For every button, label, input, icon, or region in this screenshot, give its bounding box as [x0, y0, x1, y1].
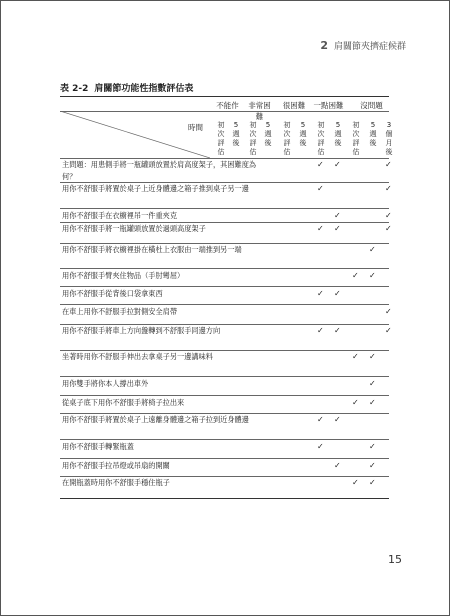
subcolumn-header-char: 估 — [352, 148, 360, 156]
table-row — [60, 182, 392, 208]
subcolumn-header — [229, 121, 243, 148]
check-mark: ✓ — [334, 415, 341, 424]
check-mark: ✓ — [317, 415, 324, 424]
subcolumn-header-char: 初 — [352, 121, 360, 129]
table-row — [60, 158, 392, 182]
check-mark: ✓ — [352, 398, 359, 407]
subcolumn-header-char: 週 — [369, 130, 377, 138]
subcolumn-header-char: 週 — [299, 130, 307, 138]
subcolumn-header-char: 週 — [334, 130, 342, 138]
running-header — [320, 39, 406, 52]
table-row — [60, 243, 389, 268]
check-mark: ✓ — [334, 326, 341, 335]
table-row — [60, 350, 389, 376]
subcolumn-header-char: 估 — [317, 148, 325, 156]
question-text: 用你不舒服手將置於桌子上近身體邊之箱子推到桌子另一邊 — [62, 184, 249, 193]
question-text: 用你不舒服手將車上方向盤轉到不舒服手同邊方向 — [62, 326, 221, 335]
subcolumn-header-char: 次 — [249, 130, 257, 138]
check-mark: ✓ — [317, 326, 324, 335]
chapter-number: 2 — [320, 39, 328, 52]
question-text: 用你不舒服手將置於桌子上遠離身體邊之箱子拉到近身體邊 — [62, 415, 249, 424]
subcolumn-header-char: 估 — [217, 148, 225, 156]
check-mark: ✓ — [369, 398, 376, 407]
time-column-label: 時間 — [188, 123, 203, 132]
page-number: 15 — [388, 553, 402, 566]
column-group-header: 不能作 — [216, 101, 239, 110]
check-mark: ✓ — [334, 289, 341, 298]
subcolumn-header-char: 個 — [385, 130, 393, 138]
subcolumn-header-char: 次 — [217, 130, 225, 138]
subcolumn-header-char: 次 — [317, 130, 325, 138]
subcolumn-header-char: 初 — [283, 121, 291, 129]
question-text: 從桌子底下用你不舒服手將椅子拉出來 — [62, 398, 185, 407]
subcolumn-header-char: 初 — [317, 121, 325, 129]
table-row — [60, 413, 389, 439]
subcolumn-header — [261, 121, 275, 148]
check-mark: ✓ — [369, 442, 376, 451]
subcolumn-header-char: 初 — [217, 121, 225, 129]
table-row — [60, 324, 392, 350]
subcolumn-header-char: 評 — [249, 139, 257, 147]
check-mark: ✓ — [317, 289, 324, 298]
check-mark: ✓ — [352, 271, 359, 280]
subcolumn-header-char: 評 — [283, 139, 291, 147]
table-row — [60, 222, 392, 243]
check-mark: ✓ — [334, 461, 341, 470]
header-diagonal-line — [60, 111, 210, 158]
question-text: 用你不舒服手將一瓶罐頭放置於過頭高度架子 — [62, 224, 206, 233]
subcolumn-header-char: 評 — [352, 139, 360, 147]
check-mark: ✓ — [385, 160, 392, 169]
subcolumn-header-char: 週 — [232, 130, 240, 138]
subcolumn-header-char: 5 — [300, 121, 306, 129]
chapter-title: 肩關節夾擠症候群 — [333, 42, 406, 52]
column-group-header: 很困難 — [282, 101, 306, 110]
check-mark: ✓ — [317, 184, 324, 193]
subcolumn-header-char: 後 — [334, 139, 342, 147]
question-text: 用你不舒服手轉緊瓶蓋 — [62, 442, 134, 451]
question-text: 用你不舒服手從背後口袋拿東西 — [62, 289, 163, 298]
subcolumn-header-char: 5 — [370, 121, 376, 129]
subcolumn-header-char: 後 — [232, 139, 240, 147]
column-group-header: 一點困難 — [313, 101, 344, 110]
subcolumn-header-char: 5 — [335, 121, 341, 129]
table-row — [60, 395, 389, 413]
check-mark: ✓ — [352, 478, 359, 487]
check-mark: ✓ — [317, 160, 324, 169]
subcolumn-header — [366, 121, 380, 148]
subcolumn-header — [314, 121, 328, 157]
subcolumn-header — [214, 121, 228, 157]
subcolumn-header-char: 後 — [385, 148, 393, 156]
table-row — [60, 458, 389, 476]
assessment-table — [60, 96, 393, 530]
subcolumn-header-char: 評 — [217, 139, 225, 147]
table-row — [60, 476, 389, 498]
column-group-header: 非常困難 — [248, 101, 271, 121]
check-mark: ✓ — [317, 224, 324, 233]
check-mark: ✓ — [369, 461, 376, 470]
question-text: 用你不舒服手將衣櫥裡掛在橫杜上衣服由一端推到另一端 — [62, 245, 242, 254]
subcolumn-header — [349, 121, 363, 157]
table-row — [60, 286, 389, 304]
row-divider — [60, 498, 389, 499]
table-row — [60, 268, 389, 286]
table-row — [60, 304, 392, 324]
check-mark: ✓ — [352, 352, 359, 361]
question-text: 用你雙手將你本人撐出車外 — [62, 379, 149, 388]
question-text: 坐著時用你不舒服手伸出去拿桌子另一邊講味料 — [62, 352, 213, 361]
table-row — [60, 439, 389, 458]
check-mark: ✓ — [385, 184, 392, 193]
subcolumn-header-char: 後 — [299, 139, 307, 147]
column-group-header: 沒問題 — [360, 101, 383, 110]
check-mark: ✓ — [334, 211, 341, 220]
subcolumn-header — [296, 121, 310, 148]
question-text: 用你不舒服手拉吊燈或吊扇的開關 — [62, 461, 170, 470]
table-title: 肩關節功能性指數評估表 — [94, 84, 194, 94]
question-text: 在車上用你不舒服手拉對側安全肩帶 — [62, 307, 178, 316]
check-mark: ✓ — [385, 307, 392, 316]
question-text: 用你不舒服手臂夾住物品（手肘彎屈） — [62, 271, 185, 280]
check-mark: ✓ — [317, 442, 324, 451]
question-text: 在開瓶蓋時用你不舒服手穩住瓶子 — [62, 478, 170, 487]
subcolumn-header-char: 評 — [317, 139, 325, 147]
subcolumn-header-char: 週 — [264, 130, 272, 138]
table-top-rule — [60, 96, 389, 97]
check-mark: ✓ — [369, 478, 376, 487]
table-number: 表 2-2 — [60, 84, 89, 94]
table-row — [60, 376, 389, 395]
check-mark: ✓ — [385, 326, 392, 335]
subcolumn-header — [280, 121, 294, 157]
question-text: 用你不舒服手在衣櫥裡吊一件重夾克 — [62, 211, 178, 220]
check-mark: ✓ — [385, 211, 392, 220]
subcolumn-header-char: 後 — [264, 139, 272, 147]
subcolumn-header-char: 次 — [283, 130, 291, 138]
subcolumn-header-char: 5 — [233, 121, 239, 129]
subcolumn-header-char: 5 — [265, 121, 271, 129]
subcolumn-header-char: 初 — [249, 121, 257, 129]
subcolumn-header-char: 月 — [385, 139, 393, 147]
check-mark: ✓ — [369, 379, 376, 388]
check-mark: ✓ — [334, 160, 341, 169]
subcolumn-header-char: 後 — [369, 139, 377, 147]
check-mark: ✓ — [369, 271, 376, 280]
subcolumn-header-char: 估 — [249, 148, 257, 156]
subcolumn-header-char: 估 — [283, 148, 291, 156]
check-mark: ✓ — [385, 224, 392, 233]
subcolumn-header — [246, 121, 260, 157]
question-text: 主問題：用患側手將一瓶罐頭放置於肩高度架子，其困難度為何？ — [62, 160, 257, 181]
subcolumn-header — [331, 121, 345, 148]
check-mark: ✓ — [369, 352, 376, 361]
check-mark: ✓ — [334, 224, 341, 233]
subcolumn-header-char: 3 — [386, 121, 392, 129]
table-caption — [60, 81, 193, 94]
subcolumn-header-char: 次 — [352, 130, 360, 138]
table-row — [60, 208, 392, 222]
subcolumn-header — [382, 121, 396, 157]
check-mark: ✓ — [369, 245, 376, 254]
